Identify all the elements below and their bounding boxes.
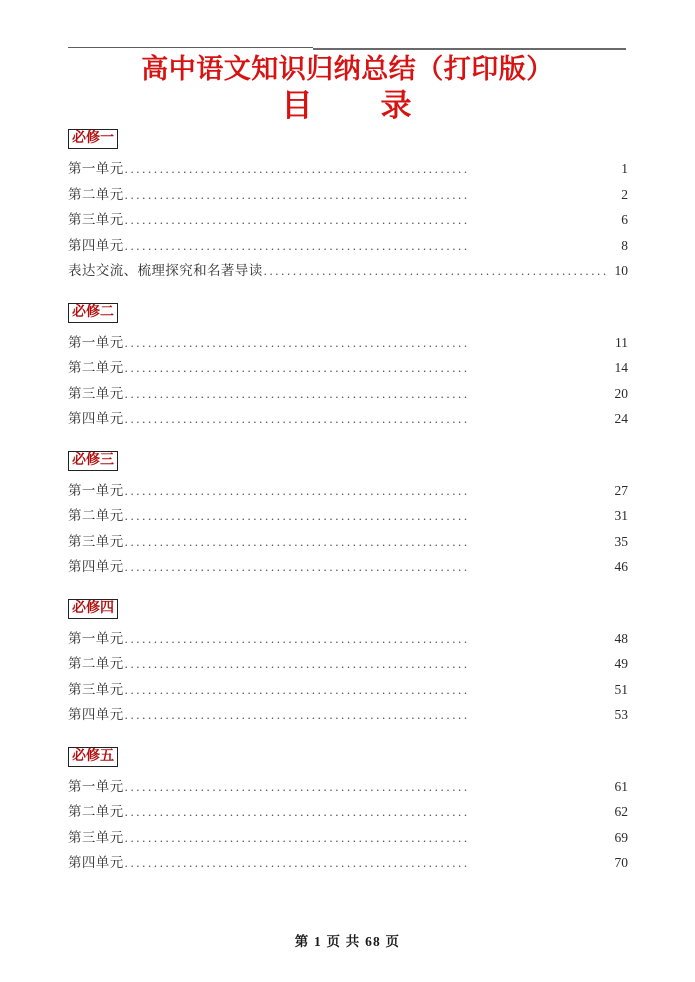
toc-entry-list: [68, 626, 628, 728]
toc-entry-dot-leader: ...........................................................: [124, 681, 470, 697]
toc-section: [68, 747, 628, 876]
toc-entry-page-number: 70: [614, 855, 628, 870]
toc-entry-title: 第四单元: [68, 237, 124, 253]
toc-entry-dot-leader: ...........................................................: [124, 385, 470, 401]
toc-section: [68, 129, 628, 284]
header-rule-right-segment: [313, 48, 626, 50]
toc-entry-page-number: 8: [621, 237, 628, 253]
toc-entry-title: 第四单元: [68, 559, 124, 574]
toc-entry-title: 第四单元: [68, 411, 124, 426]
toc-entry-title: 第一单元: [68, 482, 124, 498]
toc-entry-dot-leader: ...........................................................: [124, 186, 470, 202]
toc-entry-title: 第二单元: [68, 656, 124, 671]
toc-entry[interactable]: [68, 182, 628, 208]
toc-entry-page-number: 48: [614, 630, 628, 646]
toc-entry-title: 第三单元: [68, 681, 124, 697]
toc-entry-page-number: 14: [614, 360, 628, 375]
toc-entry-title: 第一单元: [68, 161, 124, 176]
toc-entry[interactable]: [68, 554, 628, 580]
toc-entry[interactable]: [68, 651, 628, 677]
toc-entry-dot-leader: ...........................................................: [124, 804, 470, 819]
toc-entry-dot-leader: ...........................................................: [263, 263, 609, 278]
toc-entry-dot-leader: ...........................................................: [124, 411, 470, 426]
toc-entry-dot-leader: ...........................................................: [124, 360, 470, 375]
page-footer: 第 1 页 共 68 页: [294, 934, 401, 949]
toc-entry-title: 第四单元: [68, 855, 124, 870]
toc-entry-title: 第一单元: [68, 334, 124, 350]
toc-entry[interactable]: [68, 774, 628, 800]
toc-section: [68, 451, 628, 580]
toc-entry-dot-leader: ...........................................................: [124, 508, 470, 523]
toc-entry-dot-leader: ...........................................................: [124, 533, 470, 549]
toc-entry-dot-leader: ...........................................................: [124, 630, 470, 646]
toc-entry-dot-leader: ...........................................................: [124, 855, 470, 870]
toc-entry-title: 第一单元: [68, 630, 124, 646]
toc-entry-dot-leader: ...........................................................: [124, 559, 470, 574]
toc-entry[interactable]: [68, 406, 628, 432]
toc-section-label: 必修一: [68, 129, 118, 149]
toc-entry-page-number: 69: [614, 829, 628, 845]
toc-entry-title: 第二单元: [68, 804, 124, 819]
toc-entry-page-number: 61: [614, 778, 628, 794]
toc-entry[interactable]: [68, 702, 628, 728]
toc-entry-title: 第二单元: [68, 186, 124, 202]
toc-entry-page-number: 6: [621, 212, 628, 227]
toc-entry-list: [68, 156, 628, 284]
toc-entry[interactable]: [68, 381, 628, 407]
toc-entry-dot-leader: ...........................................................: [124, 829, 470, 845]
toc-entry[interactable]: [68, 799, 628, 825]
toc-entry[interactable]: [68, 850, 628, 876]
toc-entry-title: 第二单元: [68, 360, 124, 375]
document-title: 高中语文知识归纳总结（打印版）: [141, 54, 554, 84]
toc-entry-list: [68, 330, 628, 432]
toc-entry-title: 第一单元: [68, 778, 124, 794]
toc-entry-page-number: 46: [614, 559, 628, 574]
header-rule: [68, 47, 626, 51]
toc-entry-page-number: 27: [614, 482, 628, 498]
toc-entry[interactable]: [68, 626, 628, 652]
toc-entry-title: 第三单元: [68, 533, 124, 549]
toc-entry-dot-leader: ...........................................................: [124, 237, 470, 253]
toc-entry-title: 第二单元: [68, 508, 124, 523]
toc-entry-page-number: 31: [614, 508, 628, 523]
toc-entry[interactable]: [68, 330, 628, 356]
toc-section: [68, 303, 628, 432]
toc-entry-dot-leader: ...........................................................: [124, 707, 470, 722]
toc-entry-page-number: 11: [615, 334, 628, 350]
toc-entry-page-number: 24: [614, 411, 628, 426]
toc-entry[interactable]: [68, 156, 628, 182]
toc-entry[interactable]: [68, 825, 628, 851]
toc-entry-dot-leader: ...........................................................: [124, 334, 470, 350]
toc-entry-list: [68, 774, 628, 876]
toc-section-label: 必修五: [68, 747, 118, 767]
toc-section: [68, 599, 628, 728]
toc-section-label: 必修四: [68, 599, 118, 619]
toc-entry[interactable]: [68, 529, 628, 555]
toc-section-label: 必修三: [68, 451, 118, 471]
toc-entry-dot-leader: ...........................................................: [124, 161, 470, 176]
toc-entry-title: 第三单元: [68, 829, 124, 845]
toc-entry-page-number: 35: [614, 533, 628, 549]
toc-entry-page-number: 53: [614, 707, 628, 722]
toc-entry-title: 第三单元: [68, 212, 124, 227]
toc-entry[interactable]: [68, 355, 628, 381]
toc-entry-page-number: 1: [621, 161, 628, 176]
toc-entry[interactable]: [68, 258, 628, 284]
toc-entry-title: 第四单元: [68, 707, 124, 722]
toc-entry-list: [68, 478, 628, 580]
toc-entry-title: 第三单元: [68, 385, 124, 401]
toc-section-label: 必修二: [68, 303, 118, 323]
toc-entry-page-number: 62: [614, 804, 628, 819]
toc-entry-title: 表达交流、梳理探究和名著导读: [68, 263, 263, 278]
header-rule-left-segment: [68, 47, 313, 48]
toc-entry[interactable]: [68, 207, 628, 233]
toc-heading: 目 录: [281, 88, 414, 123]
toc-entry-dot-leader: ...........................................................: [124, 212, 470, 227]
toc-entry-dot-leader: ...........................................................: [124, 482, 470, 498]
toc-entry-page-number: 10: [614, 263, 628, 278]
toc-entry-dot-leader: ...........................................................: [124, 656, 470, 671]
toc-entry-dot-leader: ...........................................................: [124, 778, 470, 794]
toc-entry[interactable]: [68, 233, 628, 259]
toc-entry-page-number: 51: [614, 681, 628, 697]
toc-entry-page-number: 49: [614, 656, 628, 671]
toc-entry[interactable]: [68, 677, 628, 703]
toc-entry-page-number: 2: [621, 186, 628, 202]
toc-entry[interactable]: [68, 478, 628, 504]
toc-entry[interactable]: [68, 503, 628, 529]
toc-entry-page-number: 20: [614, 385, 628, 401]
table-of-contents: [68, 129, 628, 876]
